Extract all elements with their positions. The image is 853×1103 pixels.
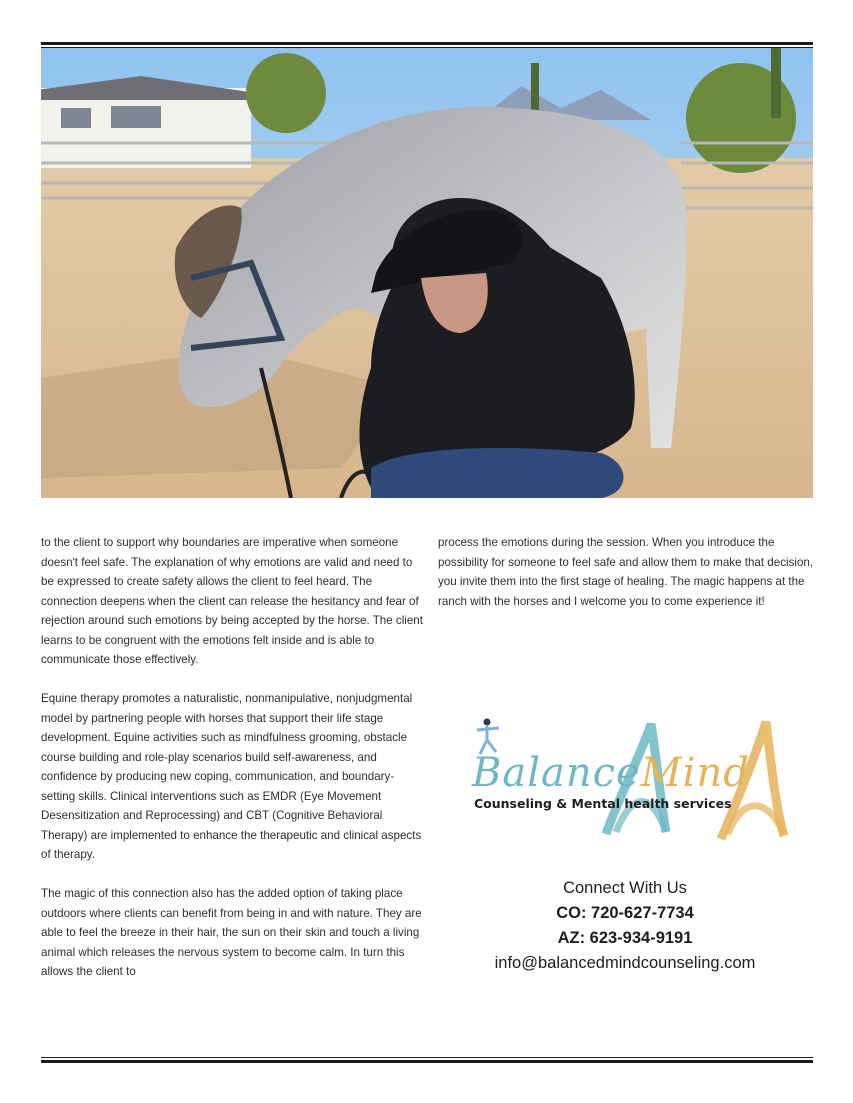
balanced-mind-logo [466,714,796,854]
photo-illustration [41,48,813,498]
logo-word-mind: Mind [640,750,750,796]
bottom-rule [41,1057,813,1063]
logo-word-balance: Balance [472,750,641,796]
body-paragraph: process the emotions during the session. When you introduce the possibility for someone to feel safe and allow them to make that decision, you invite them into the first stage of healing. The magic happens at the ranch with the horses and I welcome you to come experience it! [438,536,814,608]
body-paragraph: The magic of this connection also has the added option of taking place outdoors where clients can benefit from being in and with nature. They are able to feel the breeze in their hair, the sun on their skin and touch a living animal which releases the nervous system to become calm. In turn this allows the client to [41,887,422,978]
logo-wordmark [472,750,750,796]
left-text-column [41,533,426,1001]
email-link[interactable]: info@balancedmindcounseling.com [494,954,756,972]
body-paragraph: to the client to support why boundaries are imperative when someone doesn't feel safe. The explanation of why emotions are valid and need to be expressed to create safety allows the client to feel heard. The connection deepens when the client can release the hesitancy and fear of rejection around such emotions by being accepted by the horse. The client learns to be congruent with the emotions felt inside and is able to communicate those effectively. [41,536,423,666]
az-phone[interactable]: AZ: 623-934-9191 [557,929,693,947]
logo-tagline: Counseling & Mental health services [474,796,732,811]
contact-heading: Connect With Us [563,879,687,897]
photo-woman-with-pony [41,48,813,498]
right-text-column [438,533,818,631]
body-paragraph: Equine therapy promotes a naturalistic, nonmanipulative, nonjudgmental model by partnering people with horses that support their life stage development. Equine activities such as mindfulness grooming, obstacle course building and role-play scenarios build self-awareness, and confidence by producing new coping, communication, and boundary-setting skills. Clinical interventions such as EMDR (Eye Movement Desensitization and Reprocessing) and CBT (Cognitive Behavioral Therapy) are implemented to enhance the therapeutic and clinical aspects of therapy. [41,692,422,861]
co-phone[interactable]: CO: 720-627-7734 [556,904,694,922]
contact-block [440,876,810,976]
